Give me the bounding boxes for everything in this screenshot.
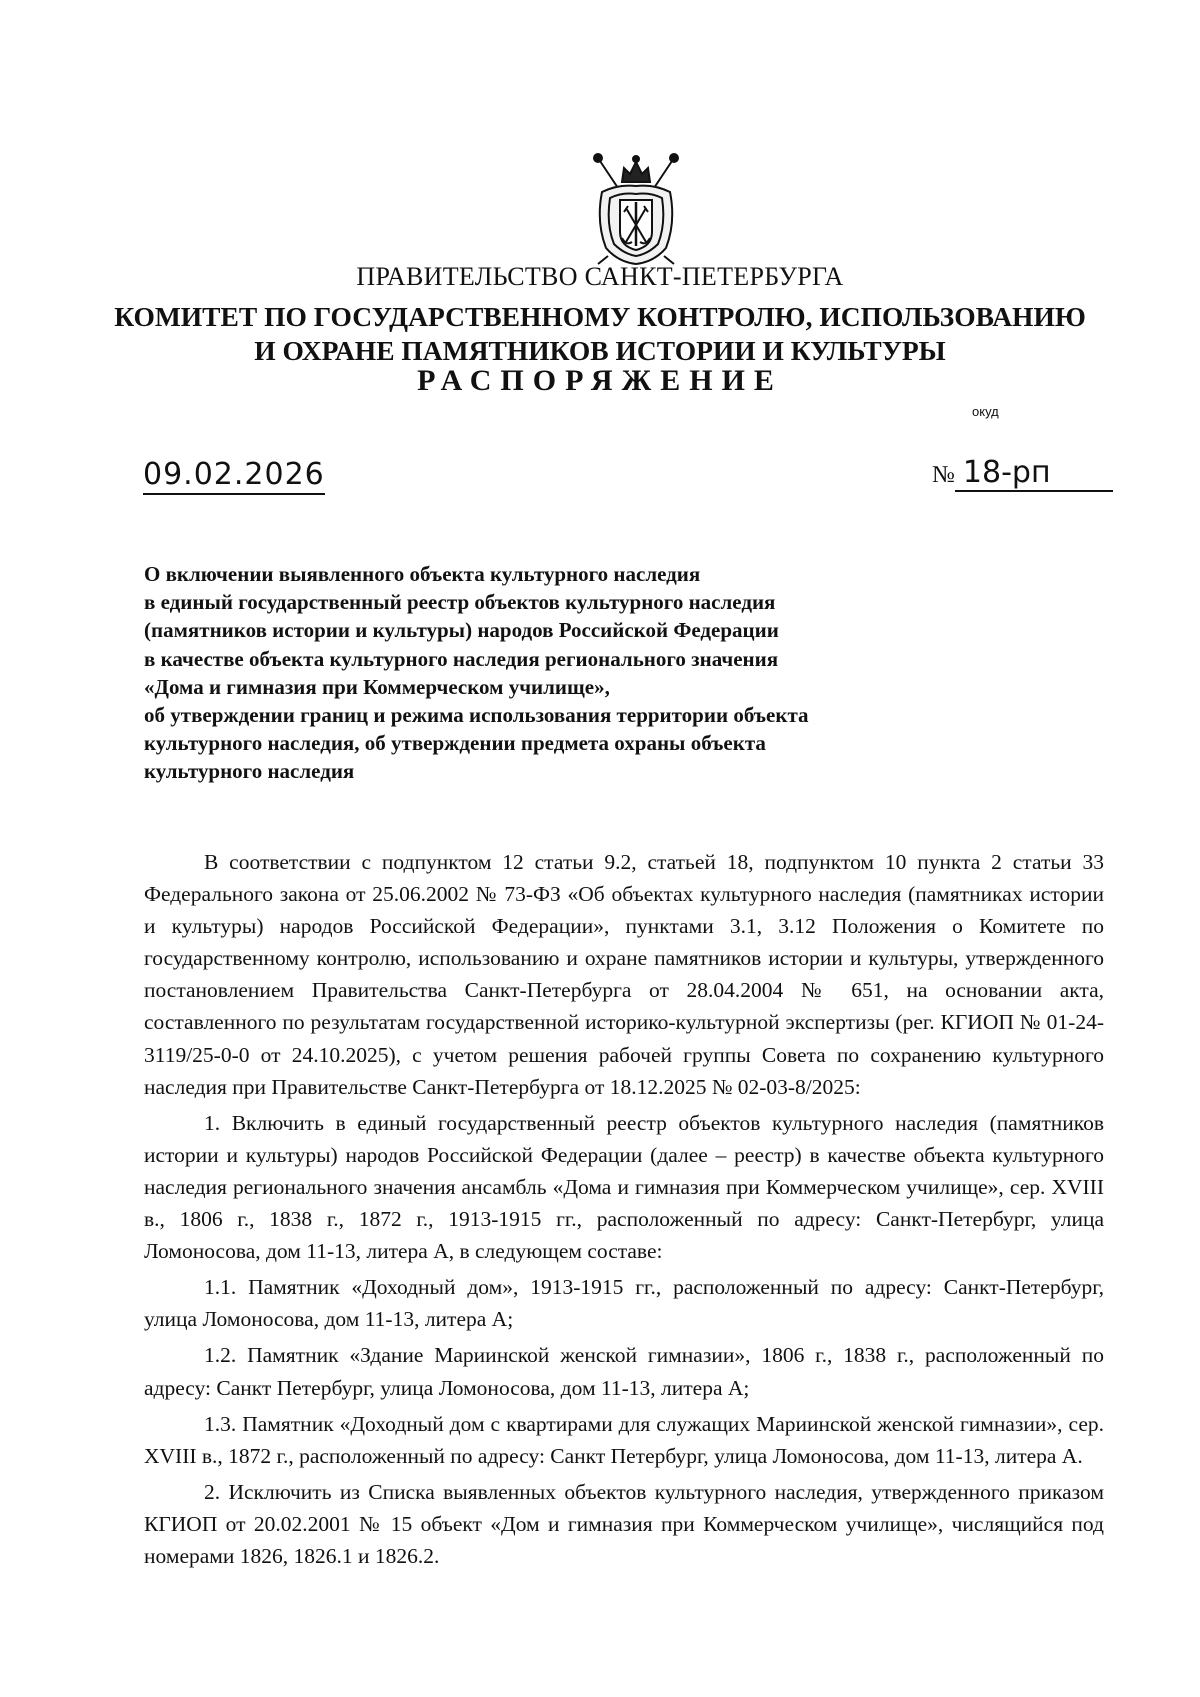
number-sign: №: [932, 462, 955, 488]
document-date: 09.02.2026: [143, 458, 325, 495]
document-subject: [144, 560, 944, 786]
preamble-paragraph: В соответствии с подпунктом 12 статьи 9.2, статьей 18, подпунктом 10 пункта 2 статьи 33 Федерального закона от 25.06.2002 № 73-ФЗ «Об объектах культурного наследия (памятниках истории и культуры) народов Российской Федерации», пунктами 3.1, 3.12 Положения о Комитете по государственному контролю, использованию и охране памятников истории и культуры, утвержденного постановлением Правительства Санкт-Петербурга от 28.04.2004 № 651, на основании акта, составленного по результатам государственной историко-культурной экспертизы (рег. КГИОП № 01-24-3119/25-0-0 от 24.10.2025), с учетом решения рабочей группы Совета по сохранению культурного наследия при Правительстве Санкт-Петербурга от 18.12.2025 № 02-03-8/2025:: [144, 850, 1104, 1099]
committee-title-line-2: И ОХРАНЕ ПАМЯТНИКОВ ИСТОРИИ И КУЛЬТУРЫ: [254, 335, 946, 366]
clause-1: 1. Включить в единый государственный реестр объектов культурного наследия (памятников истории и культуры) народов Российской Федерации (далее – реестр) в качестве объекта культурного наследия регионального значения ансамбль «Дома и гимназия при Коммерческом училище», сер. XVIII в., 1806 г., 1838 г., 1872 г., 1913-1915 гг., расположенный по адресу: Санкт-Петербург, улица Ломоносова, дом 11-13, литера А, в следующем составе:: [144, 1110, 1104, 1264]
committee-title: [0, 300, 1200, 368]
subject-line: об утверждении границ и режима использования территории объекта: [144, 703, 809, 728]
coat-of-arms-emblem: [588, 152, 684, 268]
government-title: ПРАВИТЕЛЬСТВО САНКТ-ПЕТЕРБУРГА: [356, 262, 844, 291]
okud-label: окуд: [972, 404, 999, 419]
committee-title-line-1: КОМИТЕТ ПО ГОСУДАРСТВЕННОМУ КОНТРОЛЮ, ИСПОЛЬЗОВАНИЮ: [114, 301, 1086, 332]
subject-line: «Дома и гимназия при Коммерческом училище»,: [144, 674, 610, 699]
subject-line: культурного наследия: [144, 759, 355, 784]
subject-line: в качестве объекта культурного наследия регионального значения: [144, 646, 779, 671]
subject-line: О включении выявленного объекта культурного наследия: [144, 562, 701, 586]
subject-line: культурного наследия, об утверждении предмета охраны объекта: [144, 731, 766, 756]
document-body: [144, 846, 1104, 1572]
document-number-value: 18-рп: [955, 456, 1113, 492]
clause-2: 2. Исключить из Списка выявленных объектов культурного наследия, утвержденного приказом КГИОП от 20.02.2001 № 15 объект «Дом и гимназия при Коммерческом училище», числящийся под номерами 1826, 1826.1 и 1826.2.: [144, 1479, 1104, 1568]
document-type-heading: РАСПОРЯЖЕНИЕ: [417, 364, 783, 397]
clause-1-2: 1.2. Памятник «Здание Мариинской женской гимназии», 1806 г., 1838 г., расположенный по адресу: Санкт Петербург, улица Ломоносова, дом 11-13, литера А;: [144, 1343, 1104, 1400]
document-number: [932, 456, 1113, 492]
subject-line: в единый государственный реестр объектов культурного наследия: [144, 590, 776, 615]
clause-1-3: 1.3. Памятник «Доходный дом с квартирами для служащих Мариинской женской гимназии», сер. XVIII в., 1872 г., расположенный по адресу: Санкт Петербург, улица Ломоносова, дом 11-13, литера А.: [144, 1411, 1104, 1468]
clause-1-1: 1.1. Памятник «Доходный дом», 1913-1915 гг., расположенный по адресу: Санкт-Петербург, улица Ломоносова, дом 11-13, литера А;: [144, 1275, 1104, 1332]
subject-line: (памятников истории и культуры) народов Российской Федерации: [144, 618, 779, 643]
